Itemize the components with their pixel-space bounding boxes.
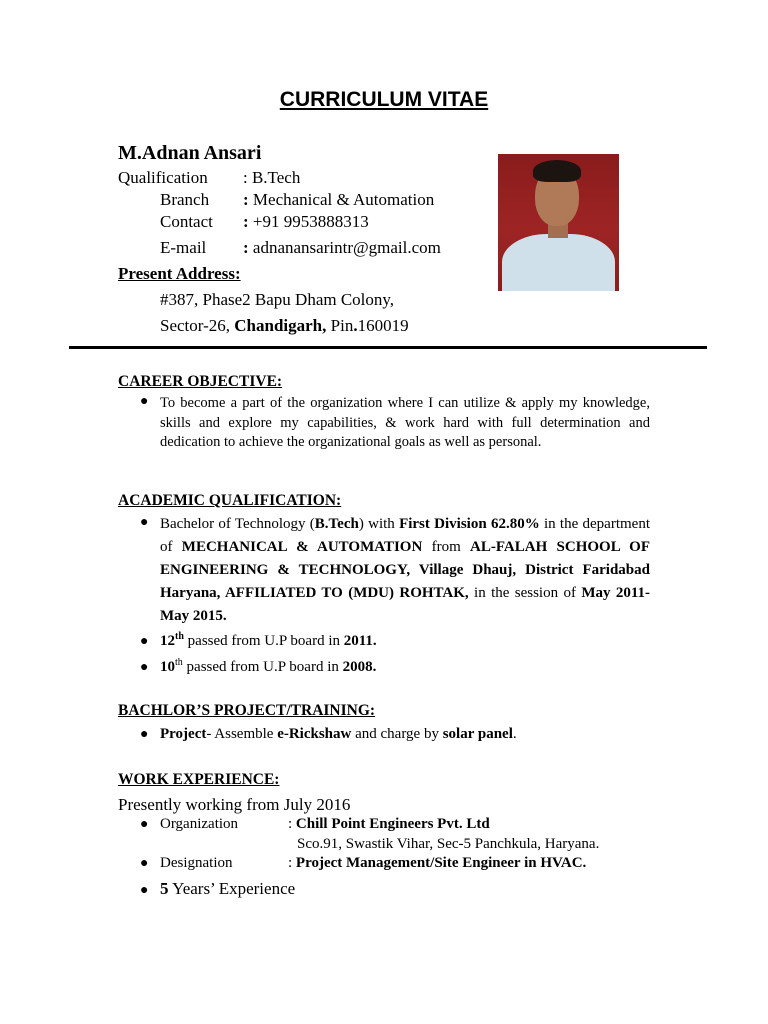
designation-value: : Project Management/Site Engineer in HVAC.: [288, 855, 587, 871]
bullet-icon: ●: [140, 727, 149, 742]
bullet-icon: ●: [140, 883, 149, 898]
photo-hair: [533, 160, 581, 182]
qualification-value: : B.Tech: [243, 168, 301, 187]
address-city: Chandigarh,: [234, 316, 327, 335]
email-value: adnanansarintr@gmail.com: [248, 238, 441, 257]
candidate-name: M.Adnan Ansari: [118, 142, 262, 164]
academic-heading: ACADEMIC QUALIFICATION:: [118, 492, 342, 509]
bullet-icon: ●: [140, 634, 149, 649]
profile-photo: [498, 154, 619, 291]
qualification-label: Qualification: [118, 168, 208, 187]
bullet-icon: ●: [140, 515, 149, 530]
photo-shirt: [502, 234, 615, 291]
career-objective-item: [140, 394, 650, 453]
page-title: CURRICULUM VITAE: [279, 88, 489, 111]
address-line-2: [160, 316, 409, 336]
address-pin-dot: .: [353, 316, 358, 335]
academic-item-12th: ● 12th passed from U.P board in 2011.: [140, 631, 377, 649]
branch-label: Branch: [160, 190, 210, 209]
bullet-icon: ●: [140, 660, 149, 675]
organization-row: [140, 816, 490, 833]
contact-row: [160, 212, 369, 232]
address-sector: Sector-26,: [160, 316, 235, 335]
career-objective-heading: CAREER OBJECTIVE:: [118, 373, 283, 390]
project-item: ● Project- Assemble e-Rickshaw and charge by solar panel.: [140, 726, 517, 742]
section-divider: [69, 346, 707, 349]
bullet-icon: ●: [140, 817, 149, 832]
organization-label: Organization: [160, 816, 239, 832]
branch-value: Mechanical & Automation: [248, 190, 435, 209]
email-label: E-mail: [160, 238, 207, 257]
email-row: [160, 238, 441, 258]
academic-btech-text: Bachelor of Technology (B.Tech) with First Division 62.80% in the department of MECHANICAL & AUTOMATION from AL-FALAH SCHOOL OF ENGINEERING & TECHNOLOGY, Village Dhauj, District Faridabad Haryana, AFFILIATED TO (MDU) ROHTAK, in the session of May 2011- May 2015.: [160, 516, 650, 624]
organization-address: Sco.91, Swastik Vihar, Sec-5 Panchkula, Haryana.: [297, 836, 600, 852]
project-heading: BACHLOR’S PROJECT/TRAINING:: [118, 702, 376, 719]
contact-colon: :: [243, 212, 249, 231]
address-pin: 160019: [357, 316, 409, 335]
branch-colon: :: [243, 190, 249, 209]
qualification-row: [118, 168, 301, 188]
experience-row: ● 5 Years’ Experience: [140, 879, 296, 898]
work-experience-heading: WORK EXPERIENCE:: [118, 771, 280, 788]
organization-value: : Chill Point Engineers Pvt. Ltd: [288, 816, 490, 832]
designation-label: Designation: [160, 855, 233, 871]
address-pin-label: Pin: [326, 316, 354, 335]
presently-working-text: Presently working from July 2016: [118, 795, 351, 814]
bullet-icon: ●: [140, 394, 149, 409]
contact-label: Contact: [160, 212, 213, 231]
career-objective-text: To become a part of the organization where I can utilize & apply my knowledge, skills and explore my capabilities, & work hard with full determination and dedication to achieve the organizational goals as well as personal.: [160, 395, 650, 450]
present-address-label: Present Address:: [118, 264, 241, 283]
address-line-1: #387, Phase2 Bapu Dham Colony,: [160, 290, 395, 309]
email-colon: :: [243, 238, 249, 257]
branch-row: [160, 190, 435, 210]
contact-value: +91 9953888313: [248, 212, 369, 231]
bullet-icon: ●: [140, 856, 149, 871]
academic-item-btech: [140, 513, 650, 628]
academic-item-10th: ● 10th passed from U.P board in 2008.: [140, 657, 377, 675]
designation-row: [140, 855, 587, 872]
